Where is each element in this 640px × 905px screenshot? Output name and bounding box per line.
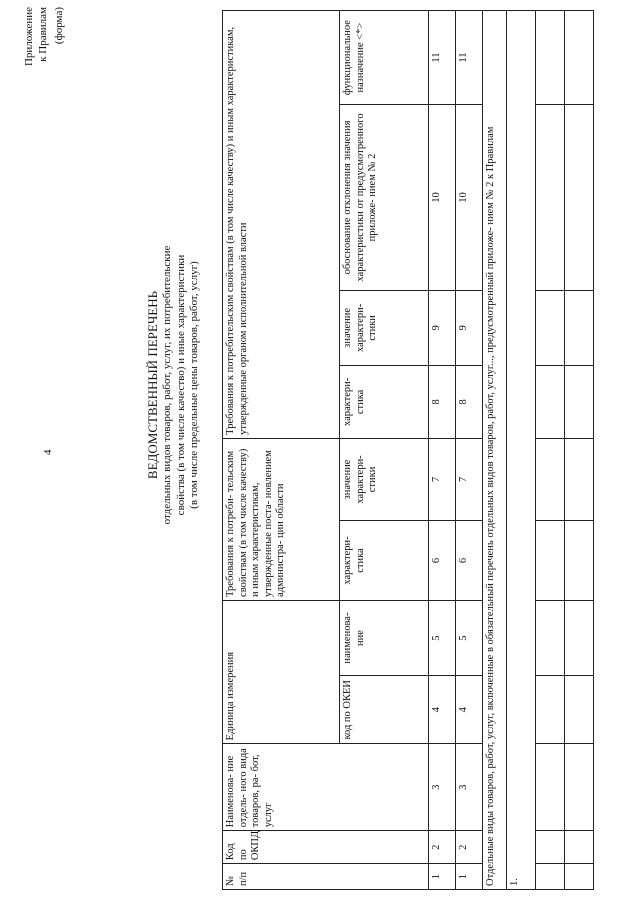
appendix-line-1: Приложение <box>23 7 35 67</box>
subheader-value-1: значение характери- стики <box>340 438 429 520</box>
num-cell: 9 <box>429 290 456 365</box>
header-item-name: Наименова- ние отдель- ного вида товаров, ра- бот, услуг <box>223 744 429 831</box>
subheader-justification: обоснование отклонения значения характеристики от предусмотренного приложе- нием № 2 <box>340 105 429 291</box>
empty-cell <box>536 744 565 831</box>
subheader-characteristic-2: характери- стика <box>340 365 429 438</box>
title-line-2: свойства (в том числе качество) и иные характеристики <box>174 254 187 516</box>
empty-cell <box>536 438 565 520</box>
page-number: 4 <box>42 449 54 455</box>
subheader-value-2: значение характери- стики <box>340 290 429 365</box>
num-cell: 10 <box>429 105 456 291</box>
appendix-line-2: к Правилам <box>37 7 49 62</box>
empty-cell <box>564 521 593 601</box>
empty-cell <box>536 105 565 291</box>
num-cell: 11 <box>456 11 483 105</box>
header-unit: Единица измерения <box>223 600 340 743</box>
title-line-3: (в том числе предельные цены товаров, работ, услуг) <box>188 261 200 509</box>
section-row <box>482 11 506 890</box>
num-cell: 3 <box>429 744 456 831</box>
num-cell: 4 <box>456 676 483 744</box>
numbering-row-2 <box>456 11 483 890</box>
empty-cell <box>564 290 593 365</box>
subheader-unit-name: наименова- ние <box>340 600 429 675</box>
num-cell: 5 <box>456 600 483 675</box>
num-cell: 7 <box>429 438 456 520</box>
header-okpd: Код по ОКПД <box>223 831 429 864</box>
header-body-requirements: Требования к потребительским свойствам (в том числе качеству) и иным характеристикам, утвержденные органом исполнительной власти <box>223 11 340 439</box>
header-num: № п/п <box>223 864 429 890</box>
empty-cell <box>564 438 593 520</box>
num-cell: 2 <box>429 831 456 864</box>
num-cell: 5 <box>429 600 456 675</box>
num-cell: 8 <box>456 365 483 438</box>
title-main: ВЕДОМСТВЕННЫЙ ПЕРЕЧЕНЬ <box>145 290 160 480</box>
appendix-label <box>22 7 50 107</box>
item-row-1 <box>507 11 536 890</box>
empty-cell <box>564 676 593 744</box>
section-caption: Отдельные виды товаров, работ, услуг, включенные в обязательный перечень отдельных видов товаров, работ, услуг..., предусмотренный приложе- нием № 2 к Правилам <box>482 11 506 890</box>
num-cell: 6 <box>429 521 456 601</box>
empty-cell <box>564 365 593 438</box>
num-cell: 1 <box>429 864 456 890</box>
num-cell: 1 <box>456 864 483 890</box>
num-cell: 2 <box>456 831 483 864</box>
empty-cell <box>536 864 565 890</box>
numbering-row-1 <box>429 11 456 890</box>
num-cell: 4 <box>429 676 456 744</box>
num-cell: 8 <box>429 365 456 438</box>
empty-cell <box>536 11 565 105</box>
empty-cell <box>536 676 565 744</box>
title-line-1: отдельных видов товаров, работ, услуг, их потребительские <box>161 245 173 525</box>
item-number: 1. <box>507 11 536 890</box>
num-cell: 7 <box>456 438 483 520</box>
num-cell: 6 <box>456 521 483 601</box>
empty-cell <box>564 11 593 105</box>
empty-cell <box>536 521 565 601</box>
empty-row <box>536 11 565 890</box>
departmental-list-table <box>222 10 594 890</box>
empty-row <box>564 11 593 890</box>
num-cell: 3 <box>456 744 483 831</box>
header-row <box>223 11 340 890</box>
empty-cell <box>564 744 593 831</box>
header-admin-requirements: Требования к потреби- тельским свойствам (в том числе качеству) и иным характеристикам, утвержденные поста- новлением администра- ции области <box>223 438 340 600</box>
subheader-purpose: функциональное назначение <*> <box>340 11 429 105</box>
subheader-characteristic-1: характери- стика <box>340 521 429 601</box>
subheader-okei: код по ОКЕИ <box>340 676 429 744</box>
empty-cell <box>564 600 593 675</box>
document-title <box>145 85 202 685</box>
empty-cell <box>536 290 565 365</box>
form-label: (форма) <box>53 7 65 45</box>
empty-cell <box>564 864 593 890</box>
empty-cell <box>536 600 565 675</box>
empty-cell <box>564 831 593 864</box>
num-cell: 9 <box>456 290 483 365</box>
empty-cell <box>564 105 593 291</box>
num-cell: 10 <box>456 105 483 291</box>
num-cell: 11 <box>429 11 456 105</box>
empty-cell <box>536 831 565 864</box>
empty-cell <box>536 365 565 438</box>
